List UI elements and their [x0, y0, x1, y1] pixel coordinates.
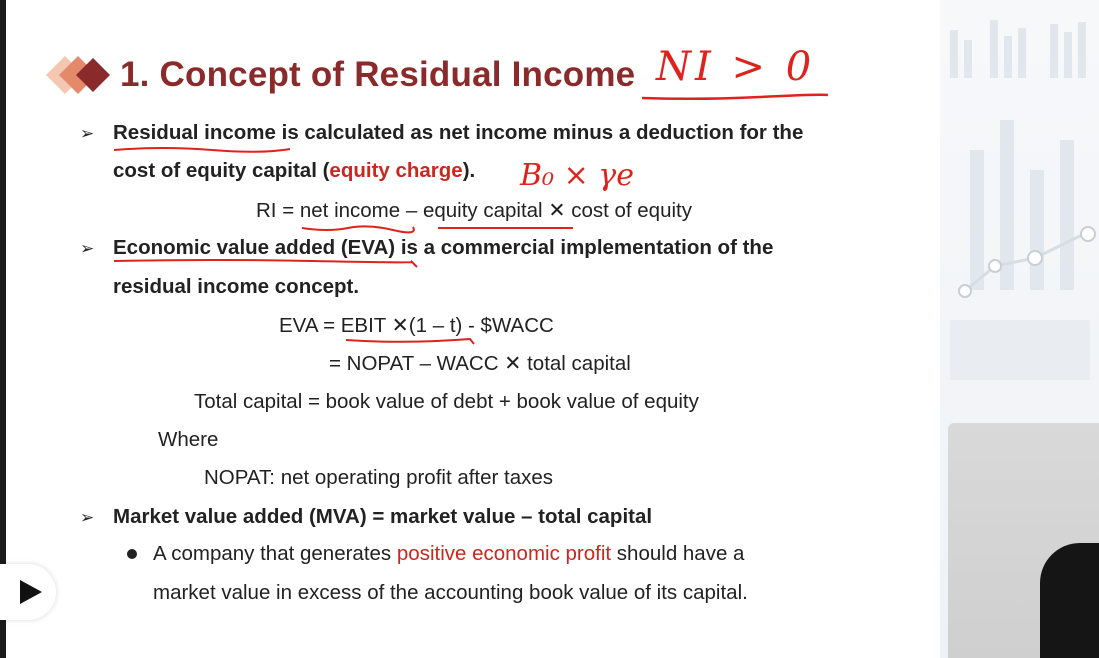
equity-charge-highlight: equity charge [329, 159, 463, 182]
sub-bullet-line2: market value in excess of the accounting book value of its capital. [153, 581, 748, 604]
play-icon [20, 580, 42, 604]
presenter-video [948, 423, 1099, 658]
arrow-right-icon: ➢ [80, 239, 95, 258]
nopat-definition: NOPAT: net operating profit after taxes [204, 466, 554, 489]
total-capital-definition: Total capital = book value of debt + book value of equity [194, 390, 699, 413]
bullet-eva-line2: residual income concept. [113, 275, 360, 298]
where-label: Where [158, 428, 219, 451]
handwritten-underline-ri [298, 222, 578, 236]
formula-eva-2: = NOPAT – WACC ✕ total capital [329, 352, 631, 375]
bullet-eva-line1: Economic value added (EVA) is a commercial implementation of the [113, 236, 774, 259]
bullet-residual-income-line1: Residual income is calculated as net income minus a deduction for the [113, 121, 804, 144]
handwritten-annotation-formula: B₀ × γe [520, 158, 634, 193]
bullet-mva: Market value added (MVA) = market value – total capital [113, 505, 653, 528]
page-title: 1. Concept of Residual Income [120, 55, 636, 94]
presenter-silhouette [1040, 543, 1099, 658]
handwritten-underline [640, 88, 830, 102]
arrow-right-icon: ➢ [80, 124, 95, 143]
bullet-residual-income-line2: cost of equity capital (equity charge). [113, 159, 476, 182]
arrow-right-icon: ➢ [80, 508, 95, 527]
bullet-dot-icon [127, 549, 137, 559]
handwritten-underline-eva [112, 256, 422, 270]
diamond-icon [46, 56, 112, 94]
positive-economic-profit-highlight: positive economic profit [396, 542, 612, 565]
sub-bullet-line1: A company that generates positive economic profit should have a [153, 542, 745, 565]
term-residual-income: Residual income [113, 121, 276, 144]
handwritten-underline-residual [112, 144, 292, 156]
window-edge [0, 0, 6, 658]
handwritten-underline-ebit [344, 336, 484, 348]
formula-eva-1: EVA = EBIT ✕(1 – t) - $WACC [279, 314, 554, 337]
term-eva: Economic value added (EVA) [113, 236, 396, 259]
play-button[interactable] [0, 564, 56, 620]
formula-ri: RI = net income – equity capital ✕ cost of equity [256, 199, 692, 222]
handwritten-annotation-ni: NI > 0 [656, 44, 816, 90]
